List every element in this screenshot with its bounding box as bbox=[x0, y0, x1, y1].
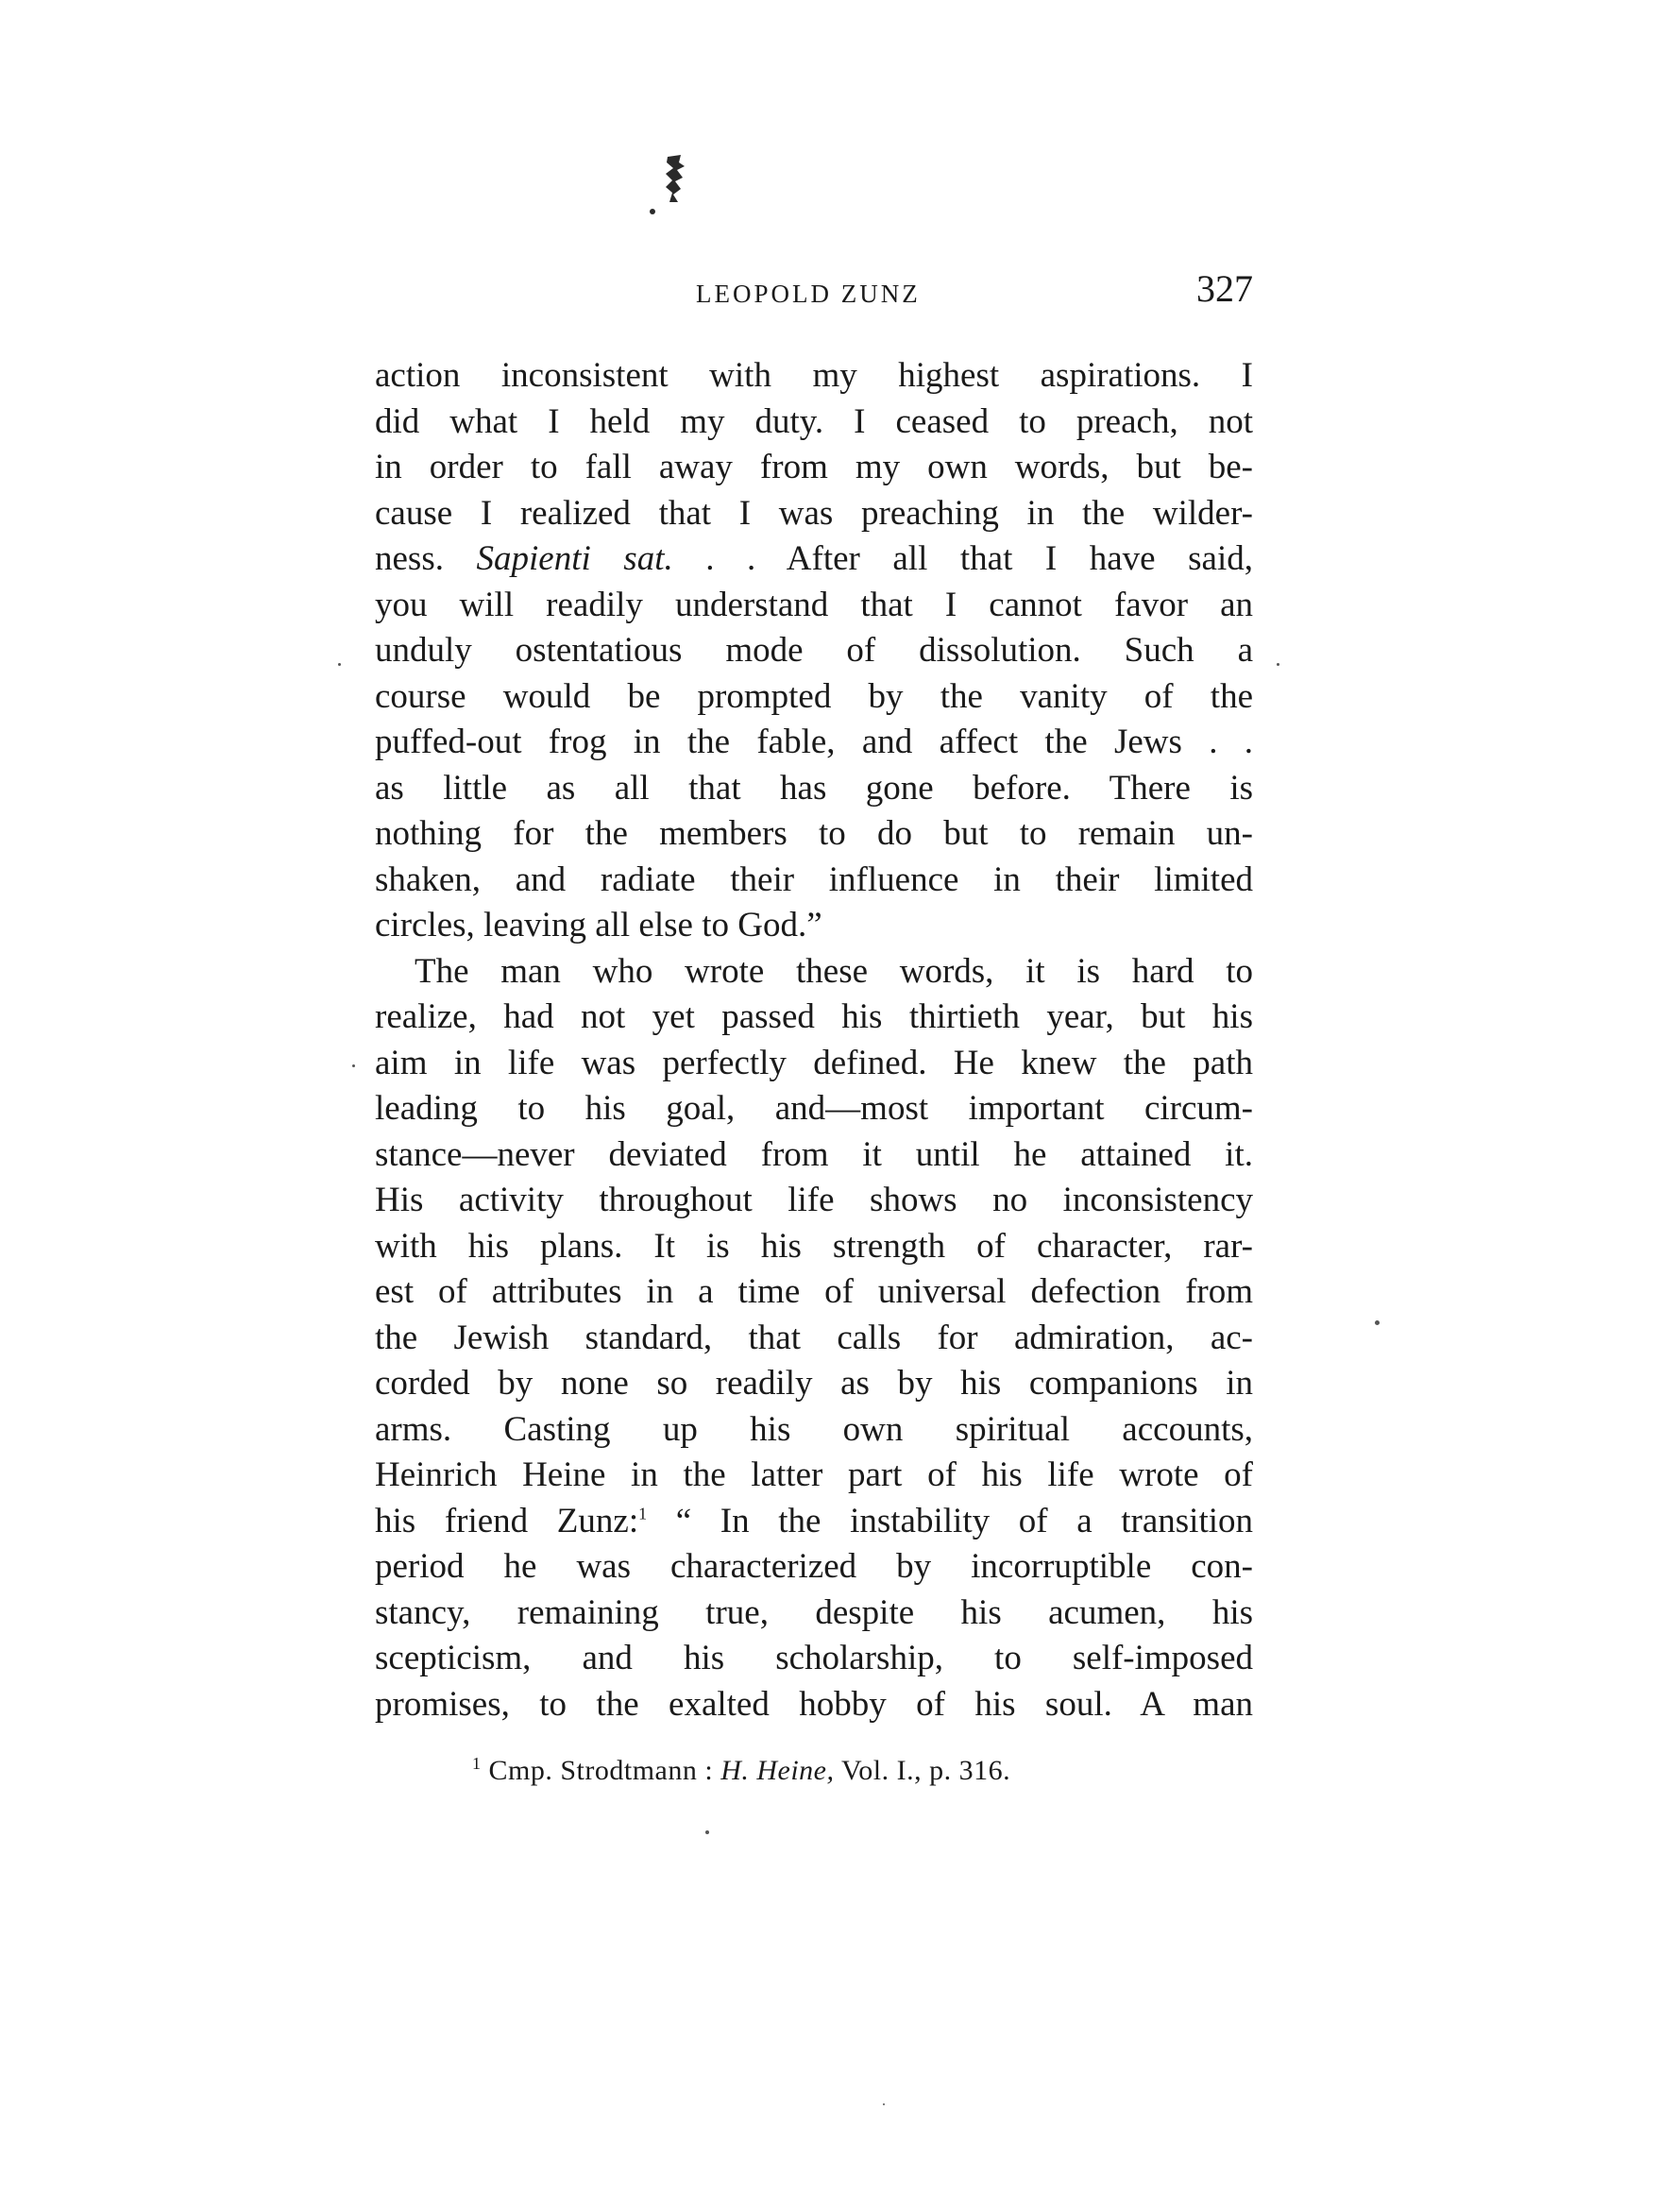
text-line: The man who wrote these words, it is hard to bbox=[415, 951, 1253, 991]
scan-speck bbox=[1277, 663, 1279, 666]
text-line: leading to his goal, and—most important circum- bbox=[375, 1089, 1253, 1128]
text-line bbox=[375, 536, 1253, 583]
ornament-icon bbox=[647, 149, 703, 225]
text-line: cause I realized that I was preaching in the wilder- bbox=[375, 493, 1253, 533]
text-line: the Jewish standard, that calls for admiration, ac- bbox=[375, 1318, 1253, 1357]
text-segment: . . After all that I have said, bbox=[672, 539, 1253, 578]
footnote-marker: 1 bbox=[472, 1754, 482, 1773]
text-line bbox=[375, 1499, 1253, 1545]
text-segment: his friend Zunz: bbox=[375, 1501, 639, 1540]
text-line: shaken, and radiate their influence in their limited bbox=[375, 859, 1253, 899]
text-line: unduly ostentatious mode of dissolution. Such a bbox=[375, 631, 1253, 670]
text-line: did what I held my duty. I ceased to preach, not bbox=[375, 401, 1253, 441]
text-line: course would be prompted by the vanity of the bbox=[375, 676, 1253, 716]
scan-speck bbox=[1375, 1320, 1380, 1325]
text-line: stance—never deviated from it until he attained it. bbox=[375, 1134, 1253, 1174]
text-line: realize, had not yet passed his thirtieth year, but his bbox=[375, 997, 1253, 1036]
latin-phrase: Sapienti sat. bbox=[476, 539, 673, 578]
text-line: est of attributes in a time of universal defection from bbox=[375, 1272, 1253, 1311]
footnote-text: Vol. I., p. 316. bbox=[834, 1755, 1011, 1786]
scan-speck bbox=[705, 1830, 709, 1834]
text-line: period he was characterized by incorruptible con- bbox=[375, 1547, 1253, 1586]
text-line: scepticism, and his scholarship, to self-imposed bbox=[375, 1639, 1253, 1677]
text-line: nothing for the members to do but to remain un- bbox=[375, 814, 1253, 853]
footnote bbox=[472, 1755, 1010, 1787]
scan-speck bbox=[352, 1064, 355, 1067]
text-line: puffed-out frog in the fable, and affect the Jews . . bbox=[375, 723, 1253, 761]
footnote-title: H. Heine, bbox=[720, 1755, 835, 1786]
scan-speck bbox=[338, 663, 341, 666]
text-line: aim in life was perfectly defined. He knew the path bbox=[375, 1043, 1253, 1082]
running-title: LEOPOLD ZUNZ bbox=[696, 280, 921, 308]
text-line: stancy, remaining true, despite his acumen, his bbox=[375, 1592, 1253, 1632]
footnote-reference: 1 bbox=[638, 1504, 648, 1523]
text-line: action inconsistent with my highest aspirations. I bbox=[375, 356, 1253, 395]
text-line: His activity throughout life shows no inconsistency bbox=[375, 1181, 1253, 1219]
text-line: you will readily understand that I cannot favor an bbox=[375, 585, 1253, 624]
text-line: arms. Casting up his own spiritual accounts, bbox=[375, 1409, 1253, 1449]
text-line: circles, leaving all else to God.” bbox=[375, 906, 822, 944]
printer-ornament bbox=[647, 149, 703, 225]
text-segment: ness. bbox=[375, 539, 477, 578]
text-segment: “ In the instability of a transition bbox=[647, 1501, 1253, 1540]
scan-speck bbox=[883, 2103, 885, 2105]
running-head bbox=[375, 267, 1253, 329]
text-line: corded by none so readily as by his companions in bbox=[375, 1364, 1253, 1403]
text-line: as little as all that has gone before. There is bbox=[375, 768, 1253, 808]
footnote-text: Cmp. Strodtmann : bbox=[481, 1755, 721, 1786]
text-line: promises, to the exalted hobby of his soul. A man bbox=[375, 1684, 1253, 1724]
body-text bbox=[375, 353, 1253, 1727]
text-line: in order to fall away from my own words, but be- bbox=[375, 448, 1253, 486]
text-line: Heinrich Heine in the latter part of his life wrote of bbox=[375, 1455, 1253, 1494]
page-number: 327 bbox=[1196, 267, 1253, 310]
text-line: with his plans. It is his strength of character, rar- bbox=[375, 1226, 1253, 1266]
